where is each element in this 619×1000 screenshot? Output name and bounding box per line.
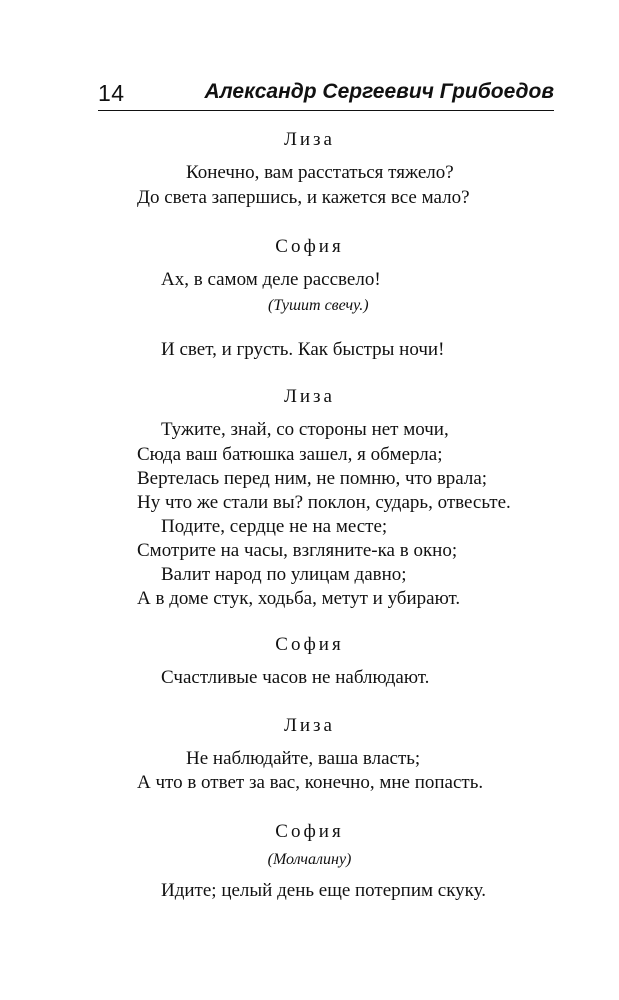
verse-line: Ну что же стали вы? поклон, сударь, отвесьте. bbox=[137, 492, 511, 513]
speaker-name: Лиза bbox=[284, 386, 335, 407]
speaker-name: София bbox=[275, 236, 344, 257]
stage-direction: (Тушит свечу.) bbox=[268, 297, 369, 314]
verse-line: Счастливые часов не наблюдают. bbox=[161, 667, 430, 688]
speaker-name: Лиза bbox=[284, 715, 335, 736]
verse-line: Идите; целый день еще потерпим скуку. bbox=[161, 880, 486, 901]
verse-line: Тужите, знай, со стороны нет мочи, bbox=[161, 419, 449, 440]
page-number: 14 bbox=[98, 80, 125, 106]
verse-line: Подите, сердце не на месте; bbox=[161, 516, 388, 537]
verse-line: До света запершись, и кажется все мало? bbox=[137, 187, 470, 208]
page-header bbox=[98, 78, 554, 108]
verse-line: Валит народ по улицам давно; bbox=[161, 564, 407, 585]
verse-line: А что в ответ за вас, конечно, мне попасть. bbox=[137, 772, 484, 793]
verse-line: И свет, и грусть. Как быстры ночи! bbox=[161, 339, 445, 360]
stage-direction: (Молчалину) bbox=[267, 851, 352, 868]
verse-line: Смотрите на часы, взгляните-ка в окно; bbox=[137, 540, 458, 561]
verse-line: Сюда ваш батюшка зашел, я обмерла; bbox=[137, 444, 443, 465]
verse-line: Конечно, вам расстаться тяжело? bbox=[186, 162, 454, 183]
verse-line: А в доме стук, ходьба, метут и убирают. bbox=[137, 588, 461, 609]
verse-line: Вертелась перед ним, не помню, что врала; bbox=[137, 468, 488, 489]
speaker-name: София bbox=[275, 821, 344, 842]
verse-line: Ах, в самом деле рассвело! bbox=[161, 269, 381, 290]
speaker-name: Лиза bbox=[284, 129, 335, 150]
speaker-name: София bbox=[275, 634, 344, 655]
running-head-author: Александр Сергеевич Грибоедов bbox=[204, 80, 554, 103]
verse-line: Не наблюдайте, ваша власть; bbox=[186, 748, 421, 769]
header-rule bbox=[98, 110, 554, 111]
